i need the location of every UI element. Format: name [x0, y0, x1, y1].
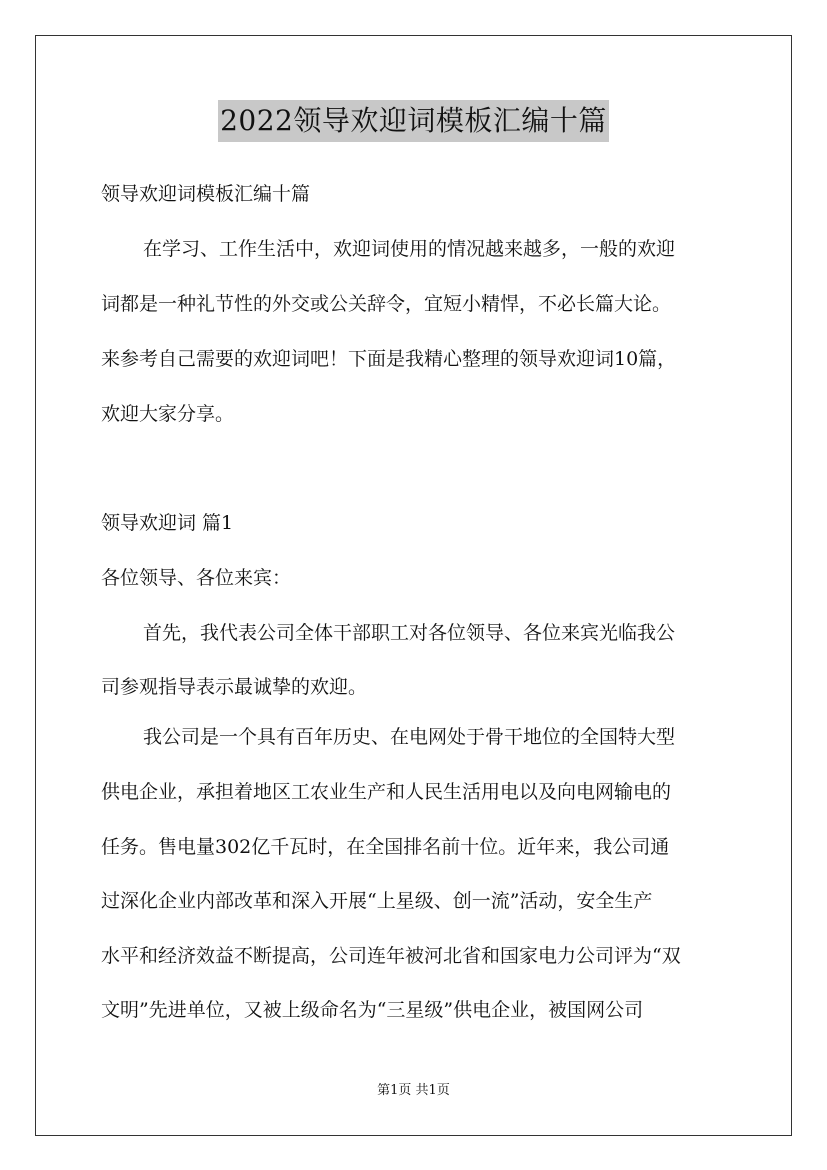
- paragraph-line: 任务。售电量302亿千瓦时，在全国排名前十位。近年来，我公司通: [101, 836, 670, 858]
- paragraph-line: 司参观指导表示最诚挚的欢迎。: [101, 676, 368, 698]
- paragraph-line: 供电企业，承担着地区工农业生产和人民生活用电以及向电网输电的: [101, 781, 672, 803]
- document-subtitle: 领导欢迎词模板汇编十篇: [101, 183, 311, 205]
- paragraph-line: 首先，我代表公司全体干部职工对各位领导、各位来宾光临我公: [143, 622, 676, 644]
- paragraph-line: 文明”先进单位，又被上级命名为“三星级”供电企业，被国网公司: [101, 999, 644, 1021]
- salutation: 各位领导、各位来宾：: [101, 567, 292, 589]
- intro-line: 欢迎大家分享。: [101, 403, 235, 425]
- document-title: 2022领导欢迎词模板汇编十篇: [218, 100, 609, 142]
- title-container: [0, 100, 827, 142]
- intro-line: 词都是一种礼节性的外交或公关辞令，宜短小精悍，不必长篇大论。: [101, 293, 672, 315]
- paragraph-line: 水平和经济效益不断提高，公司连年被河北省和国家电力公司评为“双: [101, 945, 681, 967]
- paragraph-line: 我公司是一个具有百年历史、在电网处于骨干地位的全国特大型: [143, 726, 676, 748]
- paragraph-line: 过深化企业内部改革和深入开展“上星级、创一流”活动，安全生产: [101, 890, 653, 912]
- page-footer: 第1页 共1页: [377, 1083, 450, 1098]
- intro-line: 来参考自己需要的欢迎词吧！下面是我精心整理的领导欢迎词10篇，: [101, 348, 677, 370]
- section-heading: 领导欢迎词 篇1: [101, 512, 234, 534]
- intro-line: 在学习、工作生活中，欢迎词使用的情况越来越多，一般的欢迎: [143, 238, 676, 260]
